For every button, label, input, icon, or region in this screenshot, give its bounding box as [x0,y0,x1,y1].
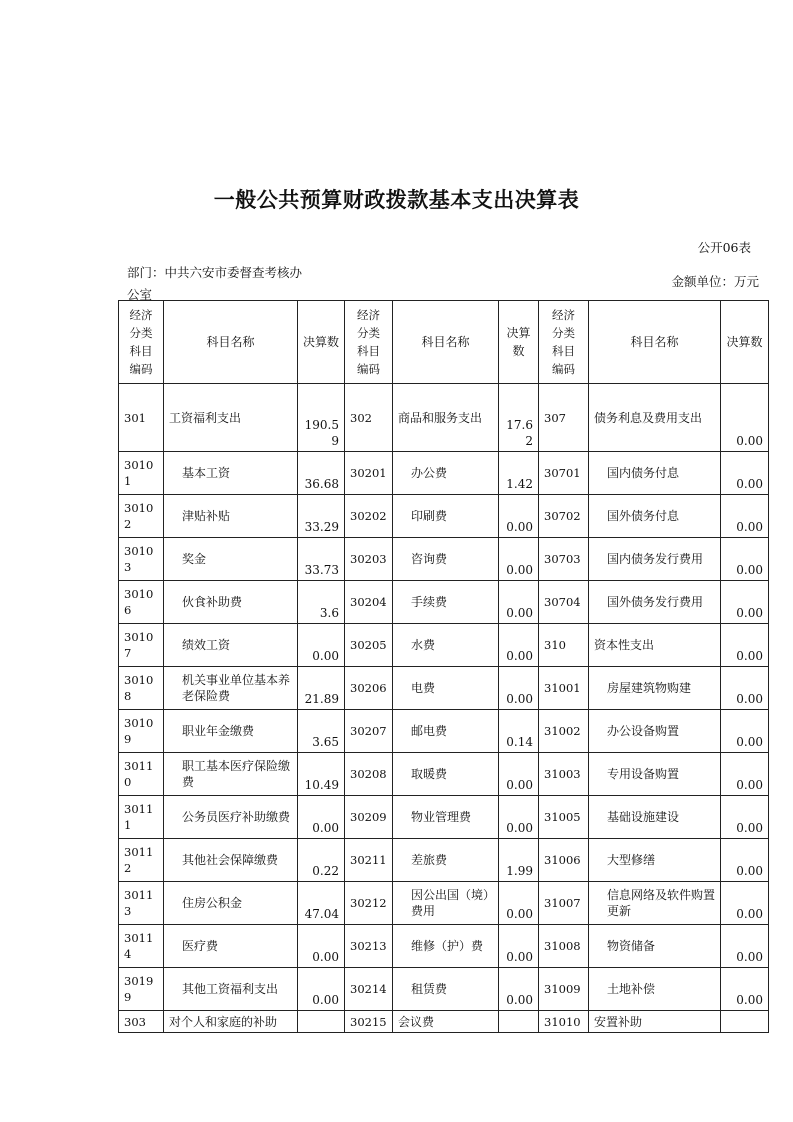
cell-name: 水费 [393,624,499,667]
cell-name: 国内债务付息 [589,452,721,495]
cell-code: 31001 [539,667,589,710]
cell-code: 307 [539,384,589,452]
cell-amount: 0.14 [499,710,539,753]
cell-name: 因公出国（境）费用 [393,882,499,925]
cell-name: 职工基本医疗保险缴费 [164,753,298,796]
table-row [119,538,769,581]
cell-amount: 0.00 [298,968,345,1011]
cell-name: 办公设备购置 [589,710,721,753]
cell-amount: 47.04 [298,882,345,925]
cell-name: 机关事业单位基本养老保险费 [164,667,298,710]
cell-code: 30113 [119,882,164,925]
cell-amount: 190.59 [298,384,345,452]
cell-name: 物资储备 [589,925,721,968]
cell-amount: 0.00 [499,581,539,624]
header-code: 经济分类科目编码 [345,301,393,384]
cell-amount: 0.00 [499,925,539,968]
cell-code: 30211 [345,839,393,882]
cell-amount: 0.00 [499,882,539,925]
cell-name: 大型修缮 [589,839,721,882]
table-row [119,624,769,667]
header-code: 经济分类科目编码 [539,301,589,384]
header-amount: 决算数 [721,301,769,384]
cell-amount: 0.00 [721,452,769,495]
cell-amount: 1.99 [499,839,539,882]
cell-amount: 0.00 [721,538,769,581]
cell-code: 30109 [119,710,164,753]
cell-amount: 0.00 [721,495,769,538]
header-name: 科目名称 [393,301,499,384]
cell-code: 31009 [539,968,589,1011]
cell-amount: 0.00 [721,581,769,624]
cell-name: 医疗费 [164,925,298,968]
cell-name: 基本工资 [164,452,298,495]
cell-name: 土地补偿 [589,968,721,1011]
table-row [119,1011,769,1033]
table-row [119,968,769,1011]
cell-amount: 33.73 [298,538,345,581]
cell-amount: 0.00 [298,925,345,968]
page-title: 一般公共预算财政拨款基本支出决算表 [213,188,580,212]
cell-code: 30207 [345,710,393,753]
cell-name: 奖金 [164,538,298,581]
cell-code: 31002 [539,710,589,753]
cell-name: 印刷费 [393,495,499,538]
cell-code: 30108 [119,667,164,710]
cell-code: 30703 [539,538,589,581]
cell-amount: 0.00 [499,538,539,581]
cell-code: 31005 [539,796,589,839]
cell-name: 维修（护）费 [393,925,499,968]
cell-amount: 0.00 [499,495,539,538]
table-header-row [119,301,769,384]
cell-code: 30103 [119,538,164,581]
cell-amount: 0.00 [721,753,769,796]
cell-name: 债务利息及费用支出 [589,384,721,452]
cell-name: 房屋建筑物购建 [589,667,721,710]
cell-amount: 0.00 [499,667,539,710]
cell-name: 咨询费 [393,538,499,581]
cell-name: 公务员医疗补助缴费 [164,796,298,839]
cell-amount: 10.49 [298,753,345,796]
cell-name: 伙食补助费 [164,581,298,624]
cell-name: 绩效工资 [164,624,298,667]
cell-amount: 3.65 [298,710,345,753]
cell-name: 安置补助 [589,1011,721,1033]
cell-code: 30204 [345,581,393,624]
cell-code: 30199 [119,968,164,1011]
cell-name: 资本性支出 [589,624,721,667]
cell-name: 津贴补贴 [164,495,298,538]
cell-name: 会议费 [393,1011,499,1033]
cell-code: 303 [119,1011,164,1033]
cell-amount: 21.89 [298,667,345,710]
cell-amount: 36.68 [298,452,345,495]
cell-name: 商品和服务支出 [393,384,499,452]
table-row [119,452,769,495]
cell-amount: 0.00 [499,968,539,1011]
table-row [119,839,769,882]
header-name: 科目名称 [589,301,721,384]
header-code: 经济分类科目编码 [119,301,164,384]
cell-amount: 0.00 [721,667,769,710]
header-name: 科目名称 [164,301,298,384]
cell-code: 31003 [539,753,589,796]
cell-code: 30101 [119,452,164,495]
table-row [119,581,769,624]
cell-name: 差旅费 [393,839,499,882]
cell-name: 国内债务发行费用 [589,538,721,581]
cell-amount: 0.00 [721,384,769,452]
cell-code: 30114 [119,925,164,968]
cell-code: 301 [119,384,164,452]
cell-code: 30110 [119,753,164,796]
cell-amount: 0.00 [499,753,539,796]
cell-code: 30107 [119,624,164,667]
header-amount: 决算数 [298,301,345,384]
cell-name: 手续费 [393,581,499,624]
cell-amount: 0.00 [298,624,345,667]
cell-name: 取暖费 [393,753,499,796]
cell-code: 30201 [345,452,393,495]
cell-amount [298,1011,345,1033]
cell-code: 31008 [539,925,589,968]
cell-name: 工资福利支出 [164,384,298,452]
cell-code: 30206 [345,667,393,710]
cell-amount: 33.29 [298,495,345,538]
cell-code: 30704 [539,581,589,624]
cell-name: 电费 [393,667,499,710]
table-row [119,796,769,839]
cell-code: 30106 [119,581,164,624]
cell-name: 基础设施建设 [589,796,721,839]
cell-name: 其他社会保障缴费 [164,839,298,882]
cell-amount: 0.00 [721,796,769,839]
table-row [119,925,769,968]
cell-amount: 0.00 [721,710,769,753]
cell-name: 邮电费 [393,710,499,753]
table-row [119,882,769,925]
cell-code: 30701 [539,452,589,495]
cell-code: 30214 [345,968,393,1011]
table-row [119,753,769,796]
header-amount: 决算数 [499,301,539,384]
cell-name: 职业年金缴费 [164,710,298,753]
cell-name: 物业管理费 [393,796,499,839]
cell-code: 30205 [345,624,393,667]
cell-amount: 0.00 [721,925,769,968]
cell-amount: 0.00 [499,796,539,839]
cell-name: 住房公积金 [164,882,298,925]
cell-code: 30209 [345,796,393,839]
cell-code: 31010 [539,1011,589,1033]
cell-code: 30215 [345,1011,393,1033]
cell-code: 31006 [539,839,589,882]
table-row [119,495,769,538]
cell-name: 专用设备购置 [589,753,721,796]
cell-amount: 0.00 [721,968,769,1011]
cell-code: 30202 [345,495,393,538]
unit-label: 金额单位：万元 [671,274,759,289]
cell-name: 国外债务发行费用 [589,581,721,624]
cell-name: 办公费 [393,452,499,495]
table-row [119,667,769,710]
cell-code: 30213 [345,925,393,968]
cell-code: 30212 [345,882,393,925]
cell-amount: 0.00 [721,882,769,925]
cell-name: 租赁费 [393,968,499,1011]
cell-amount: 0.00 [721,624,769,667]
cell-name: 国外债务付息 [589,495,721,538]
expenditure-table [118,300,769,1033]
cell-amount: 1.42 [499,452,539,495]
cell-name: 对个人和家庭的补助 [164,1011,298,1033]
cell-code: 30208 [345,753,393,796]
cell-amount: 0.22 [298,839,345,882]
cell-amount: 0.00 [721,839,769,882]
cell-name: 信息网络及软件购置更新 [589,882,721,925]
department-label: 部门：中共六安市委督查考核办公室 [127,265,303,302]
form-number: 公开06表 [697,240,751,255]
cell-amount: 3.6 [298,581,345,624]
cell-amount [721,1011,769,1033]
cell-amount [499,1011,539,1033]
cell-name: 其他工资福利支出 [164,968,298,1011]
table-row [119,710,769,753]
cell-code: 30111 [119,796,164,839]
cell-amount: 17.62 [499,384,539,452]
cell-code: 30203 [345,538,393,581]
cell-amount: 0.00 [298,796,345,839]
cell-code: 30112 [119,839,164,882]
cell-code: 30702 [539,495,589,538]
cell-code: 302 [345,384,393,452]
table-row [119,384,769,452]
cell-code: 310 [539,624,589,667]
cell-amount: 0.00 [499,624,539,667]
cell-code: 30102 [119,495,164,538]
cell-code: 31007 [539,882,589,925]
